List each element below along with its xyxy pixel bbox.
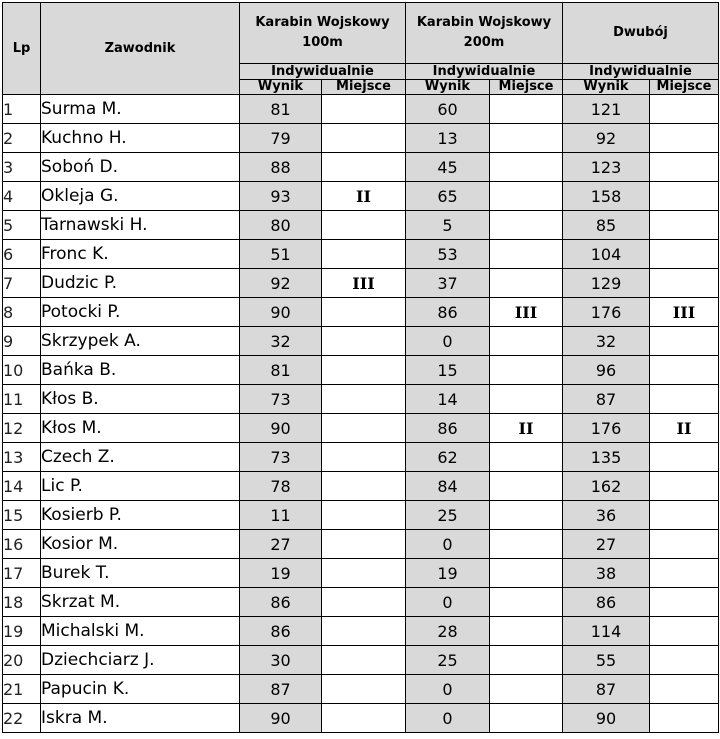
cell-lp[interactable]: 5: [3, 211, 41, 240]
cell-miejsce-dwuboj[interactable]: [650, 617, 719, 646]
cell-wynik-100m[interactable]: 90: [240, 298, 322, 327]
cell-lp[interactable]: 4: [3, 182, 41, 211]
cell-miejsce-200m[interactable]: [490, 646, 563, 675]
cell-zawodnik[interactable]: Soboń D.: [41, 153, 240, 182]
cell-wynik-dwuboj[interactable]: 38: [563, 559, 650, 588]
cell-wynik-100m[interactable]: 88: [240, 153, 322, 182]
cell-miejsce-200m[interactable]: [490, 588, 563, 617]
cell-wynik-200m[interactable]: 84: [406, 472, 490, 501]
cell-lp[interactable]: 9: [3, 327, 41, 356]
table-row: [3, 298, 719, 327]
cell-miejsce-dwuboj[interactable]: [650, 182, 719, 211]
cell-wynik-100m[interactable]: 19: [240, 559, 322, 588]
cell-miejsce-dwuboj[interactable]: [650, 472, 719, 501]
cell-miejsce-dwuboj[interactable]: [650, 704, 719, 733]
cell-wynik-100m[interactable]: 93: [240, 182, 322, 211]
header-wynik-100m[interactable]: Wynik: [240, 80, 322, 95]
cell-miejsce-200m[interactable]: [490, 182, 563, 211]
cell-wynik-200m[interactable]: 65: [406, 182, 490, 211]
cell-lp[interactable]: 19: [3, 617, 41, 646]
cell-miejsce-200m[interactable]: [490, 95, 563, 124]
table-row: [3, 704, 719, 733]
cell-miejsce-100m[interactable]: [322, 617, 406, 646]
header-miejsce-100m[interactable]: Miejsce: [322, 80, 406, 95]
cell-lp[interactable]: 16: [3, 530, 41, 559]
cell-wynik-200m[interactable]: 0: [406, 675, 490, 704]
cell-miejsce-200m[interactable]: [490, 501, 563, 530]
cell-miejsce-200m[interactable]: [490, 385, 563, 414]
cell-wynik-200m[interactable]: 62: [406, 443, 490, 472]
cell-miejsce-dwuboj[interactable]: [650, 153, 719, 182]
cell-miejsce-100m[interactable]: II: [322, 182, 406, 211]
cell-wynik-100m[interactable]: 32: [240, 327, 322, 356]
cell-zawodnik[interactable]: Lic P.: [41, 472, 240, 501]
table-row: [3, 443, 719, 472]
cell-zawodnik[interactable]: Skrzypek A.: [41, 327, 240, 356]
cell-miejsce-200m[interactable]: [490, 704, 563, 733]
header-sub-200m[interactable]: Indywidualnie: [406, 64, 563, 80]
cell-wynik-200m[interactable]: 14: [406, 385, 490, 414]
cell-wynik-100m[interactable]: 90: [240, 414, 322, 443]
cell-wynik-200m[interactable]: 37: [406, 269, 490, 298]
cell-wynik-100m[interactable]: 81: [240, 356, 322, 385]
table-row: [3, 588, 719, 617]
cell-wynik-dwuboj[interactable]: 114: [563, 617, 650, 646]
cell-miejsce-200m[interactable]: [490, 327, 563, 356]
cell-miejsce-100m[interactable]: [322, 472, 406, 501]
cell-wynik-dwuboj[interactable]: 129: [563, 269, 650, 298]
table-header: [3, 3, 719, 95]
cell-miejsce-dwuboj[interactable]: [650, 588, 719, 617]
cell-lp[interactable]: 8: [3, 298, 41, 327]
cell-wynik-dwuboj[interactable]: 87: [563, 675, 650, 704]
cell-zawodnik[interactable]: Okleja G.: [41, 182, 240, 211]
cell-lp[interactable]: 11: [3, 385, 41, 414]
header-group-100m[interactable]: Karabin Wojskowy 100m: [240, 3, 406, 64]
cell-lp[interactable]: 6: [3, 240, 41, 269]
cell-zawodnik[interactable]: Iskra M.: [41, 704, 240, 733]
cell-miejsce-100m[interactable]: [322, 588, 406, 617]
cell-miejsce-dwuboj[interactable]: [650, 501, 719, 530]
cell-miejsce-100m[interactable]: [322, 327, 406, 356]
cell-wynik-100m[interactable]: 81: [240, 95, 322, 124]
cell-lp[interactable]: 20: [3, 646, 41, 675]
cell-zawodnik[interactable]: Tarnawski H.: [41, 211, 240, 240]
cell-wynik-200m[interactable]: 0: [406, 588, 490, 617]
cell-wynik-200m[interactable]: 25: [406, 646, 490, 675]
cell-miejsce-100m[interactable]: [322, 530, 406, 559]
cell-wynik-100m[interactable]: 30: [240, 646, 322, 675]
cell-zawodnik[interactable]: Michalski M.: [41, 617, 240, 646]
header-group-dwuboj[interactable]: Dwubój: [563, 3, 719, 64]
cell-zawodnik[interactable]: Surma M.: [41, 95, 240, 124]
cell-miejsce-dwuboj[interactable]: [650, 95, 719, 124]
cell-wynik-100m[interactable]: 79: [240, 124, 322, 153]
cell-wynik-200m[interactable]: 25: [406, 501, 490, 530]
cell-zawodnik[interactable]: Kłos M.: [41, 414, 240, 443]
cell-lp[interactable]: 17: [3, 559, 41, 588]
header-sub-dwuboj[interactable]: Indywidualnie: [563, 64, 719, 80]
cell-wynik-dwuboj[interactable]: 90: [563, 704, 650, 733]
cell-wynik-dwuboj[interactable]: 32: [563, 327, 650, 356]
table-row: [3, 646, 719, 675]
cell-wynik-200m[interactable]: 86: [406, 414, 490, 443]
table-row: [3, 240, 719, 269]
cell-zawodnik[interactable]: Czech Z.: [41, 443, 240, 472]
cell-miejsce-dwuboj[interactable]: [650, 443, 719, 472]
cell-zawodnik[interactable]: Kłos B.: [41, 385, 240, 414]
cell-wynik-200m[interactable]: 60: [406, 95, 490, 124]
cell-miejsce-200m[interactable]: [490, 617, 563, 646]
cell-wynik-dwuboj[interactable]: 123: [563, 153, 650, 182]
cell-miejsce-dwuboj[interactable]: [650, 646, 719, 675]
cell-wynik-100m[interactable]: 51: [240, 240, 322, 269]
cell-wynik-dwuboj[interactable]: 135: [563, 443, 650, 472]
cell-miejsce-200m[interactable]: [490, 472, 563, 501]
table-row: [3, 95, 719, 124]
cell-wynik-dwuboj[interactable]: 55: [563, 646, 650, 675]
cell-miejsce-100m[interactable]: [322, 443, 406, 472]
table-row: [3, 385, 719, 414]
cell-miejsce-dwuboj[interactable]: [650, 211, 719, 240]
cell-miejsce-200m[interactable]: [490, 269, 563, 298]
cell-wynik-200m[interactable]: 28: [406, 617, 490, 646]
cell-wynik-dwuboj[interactable]: 162: [563, 472, 650, 501]
cell-miejsce-100m[interactable]: [322, 385, 406, 414]
cell-wynik-200m[interactable]: 0: [406, 530, 490, 559]
table-row: [3, 617, 719, 646]
table-body: [3, 95, 719, 733]
cell-lp[interactable]: 12: [3, 414, 41, 443]
cell-lp[interactable]: 18: [3, 588, 41, 617]
header-miejsce-dwuboj[interactable]: Miejsce: [650, 80, 719, 95]
cell-wynik-100m[interactable]: 80: [240, 211, 322, 240]
cell-wynik-100m[interactable]: 92: [240, 269, 322, 298]
results-table: [2, 2, 719, 733]
cell-miejsce-100m[interactable]: [322, 240, 406, 269]
cell-zawodnik[interactable]: Dziechciarz J.: [41, 646, 240, 675]
cell-miejsce-100m[interactable]: [322, 414, 406, 443]
header-sub-100m[interactable]: Indywidualnie: [240, 64, 406, 80]
cell-wynik-100m[interactable]: 78: [240, 472, 322, 501]
cell-wynik-dwuboj[interactable]: 158: [563, 182, 650, 211]
table-row: [3, 559, 719, 588]
cell-wynik-100m[interactable]: 90: [240, 704, 322, 733]
cell-wynik-200m[interactable]: 53: [406, 240, 490, 269]
cell-miejsce-100m[interactable]: [322, 501, 406, 530]
table-row: [3, 356, 719, 385]
cell-miejsce-dwuboj[interactable]: [650, 124, 719, 153]
header-miejsce-200m[interactable]: Miejsce: [490, 80, 563, 95]
cell-wynik-dwuboj[interactable]: 36: [563, 501, 650, 530]
cell-wynik-dwuboj[interactable]: 85: [563, 211, 650, 240]
header-wynik-dwuboj[interactable]: Wynik: [563, 80, 650, 95]
cell-wynik-dwuboj[interactable]: 176: [563, 298, 650, 327]
table-row: [3, 530, 719, 559]
cell-zawodnik[interactable]: Potocki P.: [41, 298, 240, 327]
cell-wynik-100m[interactable]: 86: [240, 617, 322, 646]
cell-wynik-dwuboj[interactable]: 92: [563, 124, 650, 153]
cell-wynik-200m[interactable]: 15: [406, 356, 490, 385]
cell-zawodnik[interactable]: Kosierb P.: [41, 501, 240, 530]
cell-wynik-200m[interactable]: 13: [406, 124, 490, 153]
cell-miejsce-200m[interactable]: [490, 530, 563, 559]
cell-wynik-dwuboj[interactable]: 86: [563, 588, 650, 617]
cell-miejsce-dwuboj[interactable]: [650, 530, 719, 559]
cell-miejsce-200m[interactable]: [490, 211, 563, 240]
cell-wynik-100m[interactable]: 27: [240, 530, 322, 559]
cell-zawodnik[interactable]: Kosior M.: [41, 530, 240, 559]
cell-wynik-200m[interactable]: 86: [406, 298, 490, 327]
cell-lp[interactable]: 3: [3, 153, 41, 182]
cell-miejsce-100m[interactable]: [322, 95, 406, 124]
cell-miejsce-200m[interactable]: [490, 124, 563, 153]
cell-lp[interactable]: 1: [3, 95, 41, 124]
cell-wynik-200m[interactable]: 5: [406, 211, 490, 240]
cell-wynik-dwuboj[interactable]: 121: [563, 95, 650, 124]
cell-wynik-dwuboj[interactable]: 176: [563, 414, 650, 443]
cell-wynik-dwuboj[interactable]: 27: [563, 530, 650, 559]
cell-miejsce-100m[interactable]: [322, 298, 406, 327]
cell-miejsce-dwuboj[interactable]: [650, 559, 719, 588]
table-row: [3, 124, 719, 153]
cell-miejsce-200m[interactable]: II: [490, 414, 563, 443]
cell-miejsce-200m[interactable]: [490, 153, 563, 182]
cell-miejsce-dwuboj[interactable]: III: [650, 298, 719, 327]
cell-miejsce-dwuboj[interactable]: [650, 269, 719, 298]
cell-zawodnik[interactable]: Skrzat M.: [41, 588, 240, 617]
cell-wynik-200m[interactable]: 0: [406, 327, 490, 356]
cell-lp[interactable]: 22: [3, 704, 41, 733]
cell-miejsce-dwuboj[interactable]: II: [650, 414, 719, 443]
cell-miejsce-100m[interactable]: [322, 124, 406, 153]
cell-miejsce-100m[interactable]: [322, 211, 406, 240]
cell-miejsce-dwuboj[interactable]: [650, 240, 719, 269]
cell-wynik-200m[interactable]: 45: [406, 153, 490, 182]
header-group-200m[interactable]: Karabin Wojskowy 200m: [406, 3, 563, 64]
cell-lp[interactable]: 15: [3, 501, 41, 530]
cell-lp[interactable]: 7: [3, 269, 41, 298]
table-row: [3, 182, 719, 211]
cell-miejsce-200m[interactable]: III: [490, 298, 563, 327]
table-row: [3, 327, 719, 356]
header-zawodnik[interactable]: Zawodnik: [41, 3, 240, 95]
cell-miejsce-200m[interactable]: [490, 443, 563, 472]
cell-lp[interactable]: 13: [3, 443, 41, 472]
table-row: [3, 501, 719, 530]
table-row: [3, 414, 719, 443]
table-row: [3, 211, 719, 240]
cell-lp[interactable]: 14: [3, 472, 41, 501]
cell-miejsce-100m[interactable]: [322, 356, 406, 385]
cell-lp[interactable]: 10: [3, 356, 41, 385]
cell-wynik-dwuboj[interactable]: 96: [563, 356, 650, 385]
cell-miejsce-100m[interactable]: [322, 559, 406, 588]
cell-wynik-200m[interactable]: 19: [406, 559, 490, 588]
header-wynik-200m[interactable]: Wynik: [406, 80, 490, 95]
cell-zawodnik[interactable]: Fronc K.: [41, 240, 240, 269]
cell-wynik-100m[interactable]: 87: [240, 675, 322, 704]
cell-wynik-100m[interactable]: 86: [240, 588, 322, 617]
cell-zawodnik[interactable]: Burek T.: [41, 559, 240, 588]
table-row: [3, 269, 719, 298]
cell-miejsce-200m[interactable]: [490, 240, 563, 269]
cell-miejsce-100m[interactable]: [322, 646, 406, 675]
cell-miejsce-dwuboj[interactable]: [650, 675, 719, 704]
cell-miejsce-200m[interactable]: [490, 559, 563, 588]
cell-wynik-100m[interactable]: 73: [240, 385, 322, 414]
cell-wynik-100m[interactable]: 73: [240, 443, 322, 472]
cell-miejsce-100m[interactable]: III: [322, 269, 406, 298]
cell-lp[interactable]: 2: [3, 124, 41, 153]
cell-lp[interactable]: 21: [3, 675, 41, 704]
cell-miejsce-dwuboj[interactable]: [650, 356, 719, 385]
cell-miejsce-dwuboj[interactable]: [650, 327, 719, 356]
header-lp[interactable]: Lp: [3, 3, 41, 95]
cell-miejsce-100m[interactable]: [322, 675, 406, 704]
cell-zawodnik[interactable]: Bańka B.: [41, 356, 240, 385]
cell-wynik-100m[interactable]: 11: [240, 501, 322, 530]
table-row: [3, 675, 719, 704]
cell-miejsce-100m[interactable]: [322, 153, 406, 182]
cell-miejsce-dwuboj[interactable]: [650, 385, 719, 414]
table-row: [3, 153, 719, 182]
cell-miejsce-200m[interactable]: [490, 675, 563, 704]
table-row: [3, 472, 719, 501]
cell-zawodnik[interactable]: Papucin K.: [41, 675, 240, 704]
cell-zawodnik[interactable]: Dudzic P.: [41, 269, 240, 298]
cell-zawodnik[interactable]: Kuchno H.: [41, 124, 240, 153]
cell-wynik-200m[interactable]: 0: [406, 704, 490, 733]
cell-wynik-dwuboj[interactable]: 87: [563, 385, 650, 414]
cell-miejsce-200m[interactable]: [490, 356, 563, 385]
cell-wynik-dwuboj[interactable]: 104: [563, 240, 650, 269]
cell-miejsce-100m[interactable]: [322, 704, 406, 733]
